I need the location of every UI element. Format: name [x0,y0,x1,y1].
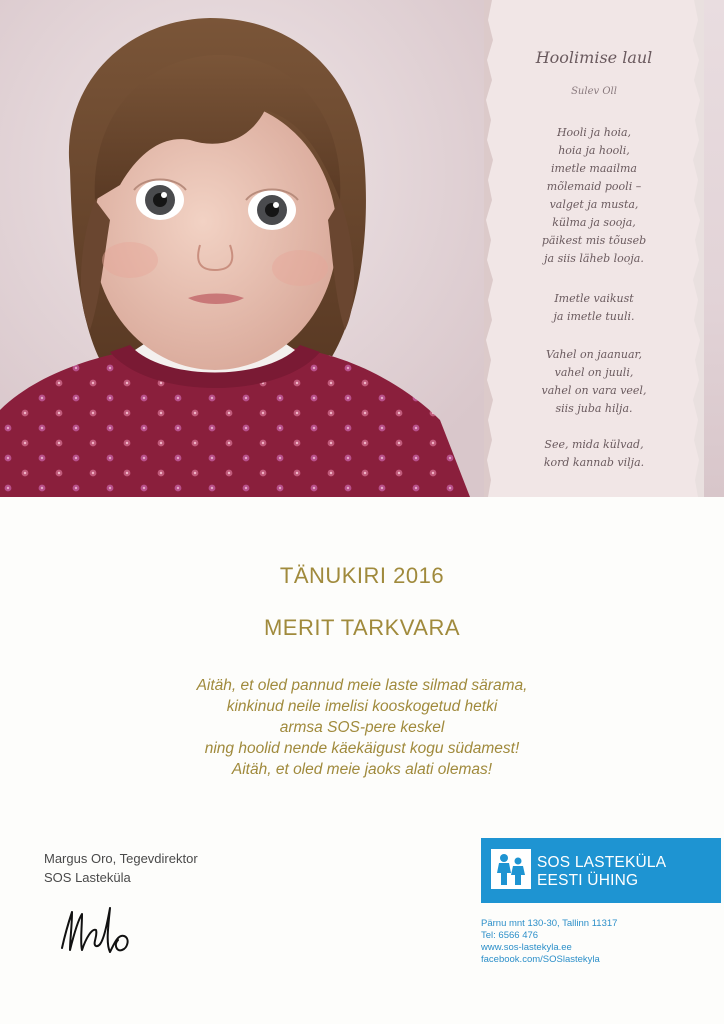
poem-strip [484,0,704,497]
poem-author: Sulev Oll [571,86,617,97]
poem-line: hoia ja hooli, [558,144,630,157]
poem-line: ja siis läheb looja. [544,252,644,265]
photo-panel [0,0,724,497]
poem-stanza [484,290,704,326]
thank-you-message [0,675,724,780]
poem-stanza [484,436,704,472]
poem-line: päikest mis tõuseb [541,234,647,247]
poem-line: valget ja musta, [549,198,639,211]
poem-line: Imetle vaikust [554,292,634,305]
poem-line: vahel on vara veel, [541,384,647,397]
poem-line: siis juba hilja. [555,402,633,415]
poem-title: Hoolimise laul [535,48,653,67]
message-line: ning hoolid nende käekäigust kogu südamest! [204,740,520,757]
poem-line: mõlemaid pooli – [546,180,642,193]
poem-stanza [484,346,704,418]
certificate-title: TÄNUKIRI 2016 [279,563,445,588]
recipient-name: MERIT TARKVARA [263,615,461,640]
phone: Tel: 6566 476 [481,930,539,941]
website-link[interactable]: www.sos-lastekyla.ee [481,942,572,953]
signer-organization: SOS Lasteküla [44,870,131,885]
logo-text-line1: SOS LASTEKÜLA [537,854,667,871]
poem-line: vahel on juuli, [554,366,634,379]
signer-block [44,849,198,887]
poem-line: ja imetle tuuli. [553,310,635,323]
poem-line: külma ja sooja, [552,216,636,229]
sos-logo [481,838,721,903]
facebook-link[interactable]: facebook.com/SOSlastekyla [481,954,600,965]
logo-text-line2: EESTI ÜHING [537,872,639,889]
poem-line: imetle maailma [551,162,637,175]
contact-info [481,918,617,966]
signer-name-title: Margus Oro, Tegevdirektor [44,851,198,866]
handwritten-signature [58,900,138,960]
message-line: armsa SOS-pere keskel [279,719,445,736]
poem-line: kord kannab vilja. [543,456,645,469]
address: Pärnu mnt 130-30, Tallinn 11317 [481,918,618,929]
poem-line: Hooli ja hoia, [556,126,632,139]
child-photo [0,0,490,497]
sos-children-icon [491,849,531,889]
message-line: Aitäh, et oled meie jaoks alati olemas! [231,761,493,778]
poem-stanza [484,124,704,268]
poem-line: Vahel on jaanuar, [545,348,643,361]
poem-line: See, mida külvad, [544,438,644,451]
message-line: kinkinud neile imelisi kooskogetud hetki [226,698,498,715]
message-line: Aitäh, et oled pannud meie laste silmad särama, [196,677,528,694]
